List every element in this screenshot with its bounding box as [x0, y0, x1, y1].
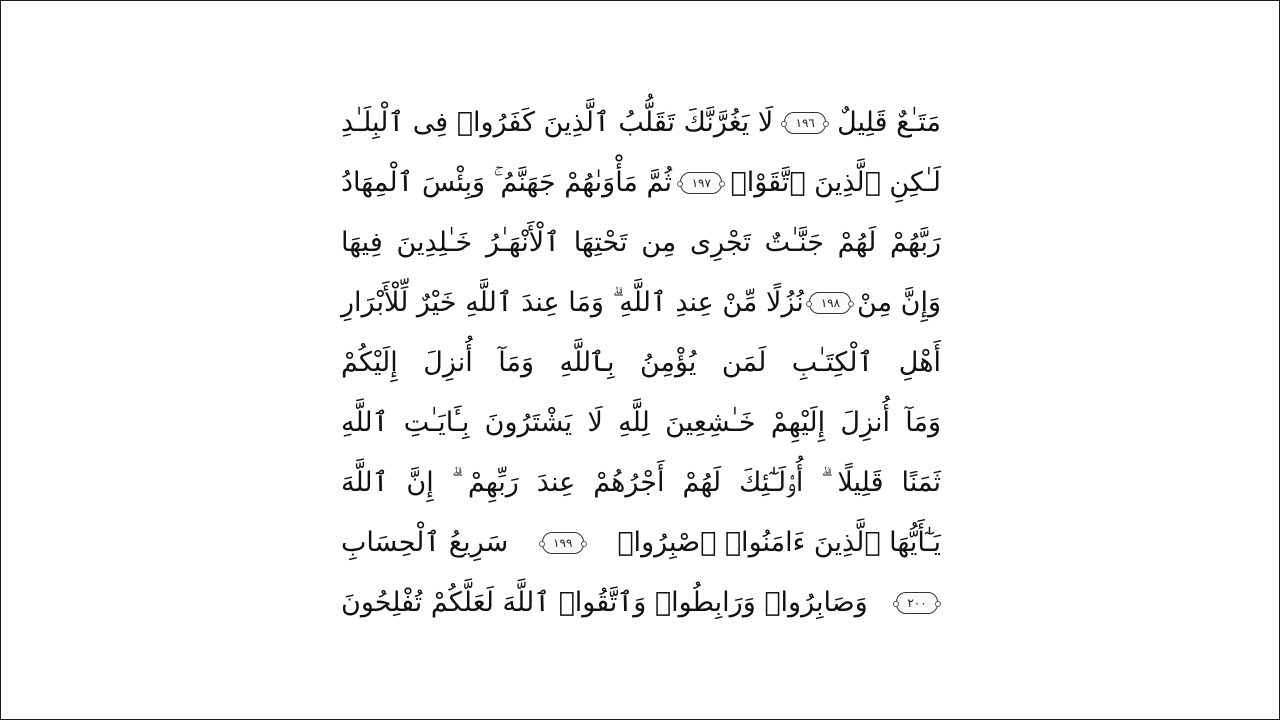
verse-text: لَا يَغُرَّنَّكَ تَقَلُّبُ ٱلَّذِينَ كَفَرُوا۟ فِى ٱلْبِلَـٰدِ — [341, 107, 774, 138]
verse-text: لَـٰكِنِ ٱلَّذِينَ ٱتَّقَوْا۟ — [730, 167, 941, 198]
verse-line-2 — [341, 153, 941, 213]
quran-page — [341, 93, 941, 633]
verse-line-5 — [341, 333, 941, 393]
verse-text: أَهْلِ ٱلْكِتَـٰبِ لَمَن يُؤْمِنُ بِٱللَّهِ وَمَآ أُنزِلَ إِلَيْكُمْ — [341, 347, 941, 378]
verse-text: وَإِنَّ مِنْ — [857, 287, 941, 318]
ayah-number-marker: ١٩٩ — [542, 532, 584, 554]
ayah-number-marker: ١٩٦ — [784, 112, 826, 134]
verse-text: رَبَّهُمْ لَهُمْ جَنَّـٰتٌ تَجْرِى مِن تَحْتِهَا ٱلْأَنْهَـٰرُ خَـٰلِدِينَ فِيهَا — [341, 227, 941, 258]
verse-text: سَرِيعُ ٱلْحِسَابِ — [341, 527, 509, 558]
verse-line-9 — [341, 573, 941, 633]
verse-text: نُزُلًا مِّنْ عِندِ ٱللَّهِ ۗ وَمَا عِندَ ٱللَّهِ خَيْرٌ لِّلْأَبْرَارِ — [341, 287, 804, 318]
verse-text: مَتَـٰعٌ قَلِيلٌ — [837, 107, 941, 138]
verse-line-8 — [341, 513, 941, 573]
ayah-number-marker: ٢٠٠ — [896, 592, 938, 614]
verse-line-4 — [341, 273, 941, 333]
verse-text: ثُمَّ مَأْوَىٰهُمْ جَهَنَّمُ ۚ وَبِئْسَ ٱلْمِهَادُ — [341, 167, 672, 198]
verse-text: وَمَآ أُنزِلَ إِلَيْهِمْ خَـٰشِعِينَ لِلَّهِ لَا يَشْتَرُونَ بِـَٔايَـٰتِ ٱللَّهِ — [341, 407, 941, 438]
verse-line-3 — [341, 213, 941, 273]
verse-line-7 — [341, 453, 941, 513]
ayah-number-marker: ١٩٧ — [680, 172, 722, 194]
verse-text: وَصَابِرُوا۟ وَرَابِطُوا۟ وَٱتَّقُوا۟ ٱللَّهَ لَعَلَّكُمْ تُفْلِحُونَ — [341, 587, 868, 618]
verse-line-6 — [341, 393, 941, 453]
ayah-number-marker: ١٩٨ — [809, 292, 851, 314]
verse-text: ثَمَنًا قَلِيلًا ۗ أُو۟لَـٰٓئِكَ لَهُمْ أَجْرُهُمْ عِندَ رَبِّهِمْ ۗ إِنَّ ٱللَّهَ — [341, 467, 941, 498]
verse-text: يَـٰٓأَيُّهَا ٱلَّذِينَ ءَامَنُوا۟ ٱصْبِرُوا۟ — [617, 527, 941, 558]
verse-line-1 — [341, 93, 941, 153]
